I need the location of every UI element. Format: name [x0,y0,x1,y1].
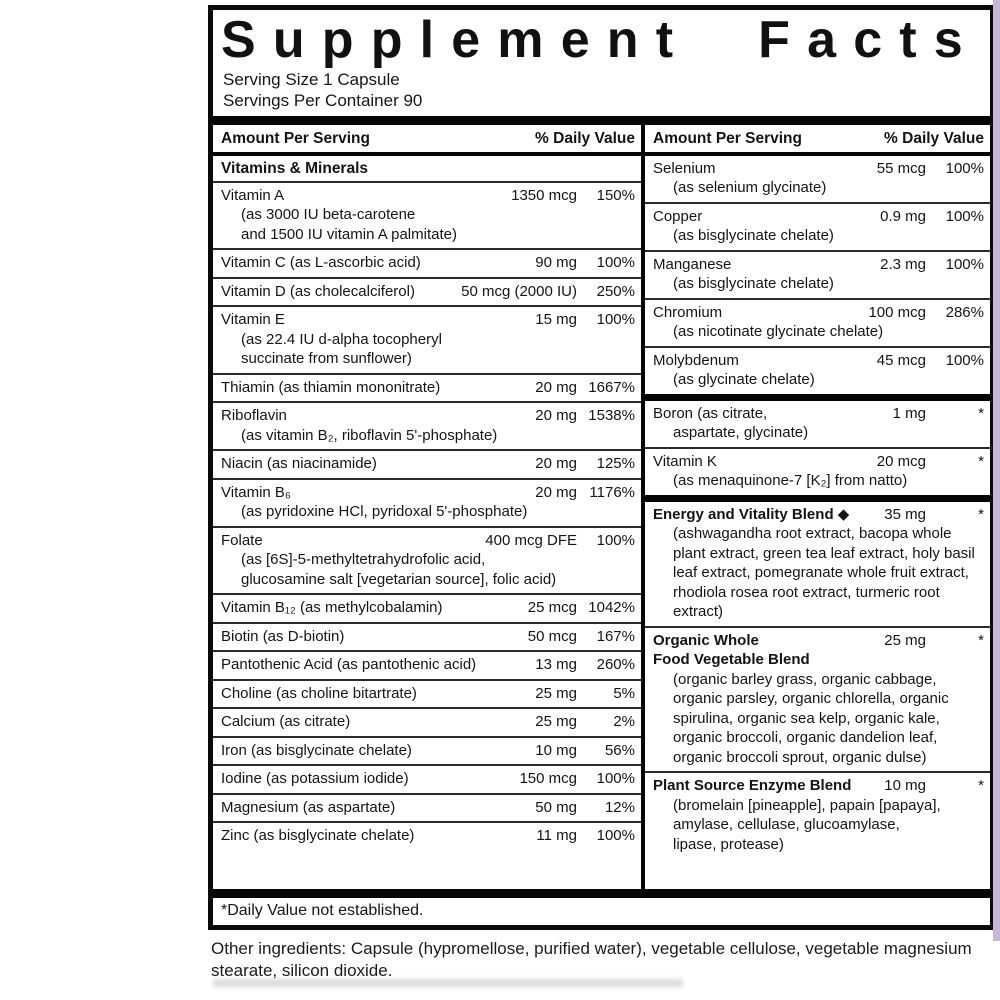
nutrient-source-line: rhodiola rosea root extract, turmeric root [673,583,940,601]
column-header-daily-value: % Daily Value [535,129,635,147]
nutrient-name: Energy and Vitality Blend ◆ [653,505,850,523]
nutrient-daily-value: 125% [596,455,635,473]
nutrient-daily-value: 150% [596,186,635,204]
nutrient-row [645,202,990,250]
footnote-divider-bar [213,889,990,898]
right-column-header [645,125,990,156]
nutrient-daily-value: 100% [945,351,984,369]
nutrient-source-line: (as bisglycinate chelate) [673,275,834,293]
nutrient-daily-value: 100% [596,311,635,329]
nutrient-daily-value: 100% [945,207,984,225]
nutrient-source-line: (ashwagandha root extract, bacopa whole [673,525,952,543]
nutrient-row-main [221,531,635,551]
nutrient-daily-value: 2% [613,713,635,731]
nutrient-source-line: (as selenium glycinate) [673,179,827,197]
nutrient-daily-value: 5% [613,684,635,702]
nutrient-source-line: (as pyridoxine HCl, pyridoxal 5'-phosphate) [241,503,528,521]
nutrient-row [213,526,641,594]
nutrient-row-main [653,207,984,227]
nutrient-amount: 55 mcg [876,159,926,177]
nutrient-row [213,478,641,526]
column-header-amount: Amount Per Serving [653,129,802,147]
nutrient-amount: 45 mcg [876,351,926,369]
nutrient-row [645,394,990,447]
nutrient-row [213,181,641,249]
nutrient-row-main [653,505,984,525]
nutrient-amount: 13 mg [535,656,577,674]
nutrient-daily-value: 260% [596,656,635,674]
nutrient-name: Molybdenum [653,351,739,369]
nutrient-name: Magnesium (as aspartate) [221,798,396,816]
nutrient-source-line: (as 22.4 IU d-alpha tocopheryl [241,330,442,348]
nutrient-row-main [653,631,984,651]
nutrient-daily-value: 12% [604,798,635,816]
nutrient-amount: 50 mg [535,798,577,816]
nutrient-amount: 20 mg [535,483,577,501]
nutrient-amount: 11 mg [536,827,577,845]
nutrient-name: Vitamin C (as L-ascorbic acid) [221,254,421,272]
nutrient-amount: 20 mg [535,407,577,425]
nutrient-row-main [221,712,635,732]
header-divider-bar [213,116,990,125]
nutrient-name: Iron (as bisglycinate chelate) [221,741,412,759]
label-title: Supplement Facts [221,11,980,69]
nutrient-source-line: lipase, protease) [673,835,784,853]
nutrient-source-line: spirulina, organic sea kelp, organic kale, [673,709,940,727]
nutrient-row [213,373,641,402]
nutrient-name: Pantothenic Acid (as pantothenic acid) [221,656,477,674]
nutrient-row-main [221,684,635,704]
nutrient-row [213,821,641,850]
nutrient-row-main [221,454,635,474]
nutrient-source-line: (as vitamin B₂, riboflavin 5'-phosphate) [241,426,498,444]
nutrient-row [645,771,990,858]
nutrient-row-main [221,378,635,398]
nutrient-source-line: organic broccoli sprout, organic dulse) [673,748,927,766]
nutrient-daily-value: 100% [596,827,635,845]
nutrient-name: Biotin (as D-biotin) [221,627,345,645]
nutrient-amount: 50 mcg [527,627,577,645]
nutrient-row [213,679,641,708]
nutrient-row-main [221,598,635,618]
nutrient-daily-value: 250% [596,282,635,300]
nutrient-row [645,495,990,626]
nutrient-source-line: glucosamine salt [vegetarian source], folic acid) [241,570,557,588]
nutrient-row-main [653,452,984,472]
nutrient-daily-value: * [978,404,984,422]
left-column-rows [213,156,641,889]
serving-size-line: Serving Size 1 Capsule [223,70,400,90]
nutrient-daily-value: 1176% [589,483,635,501]
nutrient-row [645,346,990,394]
nutrient-name: Vitamin A [221,186,285,204]
nutrient-row [213,449,641,478]
nutrient-name: Calcium (as citrate) [221,713,351,731]
nutrient-source-line: (as glycinate chelate) [673,371,815,389]
nutrient-amount: 2.3 mg [880,255,926,273]
right-nutrient-column [641,125,990,889]
faint-cropped-text-line [213,979,683,987]
nutrient-source-line: (as [6S]-5-methyltetrahydrofolic acid, [241,551,486,569]
nutrient-daily-value: * [978,505,984,523]
nutrient-amount: 0.9 mg [880,207,926,225]
nutrient-row [213,248,641,277]
supplement-facts-label [208,5,993,930]
nutrient-source-line: (as 3000 IU beta-carotene [241,206,416,224]
nutrient-amount: 10 mg [884,777,926,795]
nutrient-name: Copper [653,207,703,225]
nutrient-row-main [653,159,984,179]
right-column-rows [645,156,990,889]
nutrient-amount: 1350 mcg [511,186,577,204]
nutrient-daily-value: 100% [596,770,635,788]
nutrient-daily-value: 1042% [588,599,635,617]
nutrient-name: Vitamin B₆ [221,483,291,501]
nutrient-row-main [653,255,984,275]
nutrient-row [213,401,641,449]
nutrient-source-line: (as nicotinate glycinate chelate) [673,323,884,341]
nutrient-daily-value: 167% [596,627,635,645]
nutrient-row-main [221,627,635,647]
nutrient-row [213,650,641,679]
label-edge-strip [993,0,1000,941]
nutrient-daily-value: 1667% [588,378,635,396]
left-column-header [213,125,641,156]
other-ingredients-text: Other ingredients: Capsule (hypromellose, purified water), vegetable cellulose, vegetable magnesium stearate, silicon dioxide. [211,939,972,981]
nutrient-name: Iodine (as potassium iodide) [221,770,409,788]
nutrient-amount: 10 mg [535,741,577,759]
nutrient-row-main [221,253,635,273]
section-header-vitamins-minerals: Vitamins & Minerals [221,159,369,177]
nutrient-amount: 20 mg [535,455,577,473]
nutrient-amount: 150 mcg [519,770,577,788]
nutrient-row-main [221,282,635,302]
nutrient-source-line: (bromelain [pineapple], papain [papaya], [673,796,941,814]
nutrient-name: Selenium [653,159,716,177]
nutrient-source-line: amylase, cellulase, glucoamylase, [673,816,900,834]
nutrient-amount: 25 mg [535,684,577,702]
nutrient-amount: 1 mg [892,404,926,422]
nutrient-source-line: organic parsley, organic chlorella, organic [673,690,949,708]
nutrient-name: Chromium [653,303,723,321]
nutrient-daily-value: 100% [596,531,635,549]
nutrient-row-main [221,769,635,789]
nutrient-source-line: (as bisglycinate chelate) [673,227,834,245]
nutrient-source-line: extract) [673,603,724,621]
nutrient-name: Folate [221,531,263,549]
nutrient-row-main [221,406,635,426]
nutrient-name: Vitamin B₁₂ (as methylcobalamin) [221,599,443,617]
nutrient-row [213,707,641,736]
nutrient-row [213,593,641,622]
nutrient-daily-value: * [978,777,984,795]
nutrient-source-line: (organic barley grass, organic cabbage, [673,670,937,688]
nutrient-source-line: plant extract, green tea leaf extract, holy basil [673,544,975,562]
nutrient-daily-value: 100% [596,254,635,272]
column-header-daily-value: % Daily Value [884,129,984,147]
nutrient-name: Plant Source Enzyme Blend [653,777,852,795]
nutrient-row [213,622,641,651]
nutrient-row-main [221,826,635,846]
nutrient-name: Boron (as citrate, [653,404,768,422]
nutrient-name: Thiamin (as thiamin mononitrate) [221,378,441,396]
nutrient-row-main [221,798,635,818]
nutrient-row [213,305,641,373]
nutrient-columns [213,125,990,889]
nutrient-source-line: leaf extract, pomegranate whole fruit extract, [673,564,969,582]
nutrient-row-main [221,655,635,675]
nutrient-row-main [221,741,635,761]
nutrient-daily-value: 286% [945,303,984,321]
nutrient-amount: 20 mcg [876,452,926,470]
daily-value-footnote: *Daily Value not established. [221,902,424,919]
nutrient-name: Vitamin D (as cholecalciferol) [221,282,415,300]
nutrient-source-line: aspartate, glycinate) [673,424,809,442]
nutrient-name: Vitamin K [653,452,717,470]
nutrient-source-line: and 1500 IU vitamin A palmitate) [241,225,457,243]
nutrient-amount: 15 mg [535,311,577,329]
nutrient-daily-value: * [978,631,984,649]
nutrient-row-main [653,776,984,796]
nutrient-amount: 25 mcg [527,599,577,617]
nutrient-source-line: (as menaquinone-7 [K₂] from natto) [673,472,908,490]
nutrient-name: Organic Whole [653,631,759,649]
nutrient-daily-value: 100% [945,159,984,177]
nutrient-row [645,626,990,772]
nutrient-daily-value: 100% [945,255,984,273]
nutrient-amount: 25 mg [535,713,577,731]
serving-info [213,68,990,111]
nutrient-name: Zinc (as bisglycinate chelate) [221,827,415,845]
nutrient-daily-value: 56% [604,741,635,759]
nutrient-row [645,250,990,298]
nutrient-daily-value: * [978,452,984,470]
nutrient-name: Manganese [653,255,732,273]
nutrient-row [213,764,641,793]
nutrient-row [213,736,641,765]
nutrient-daily-value: 1538% [588,407,635,425]
nutrient-row [645,447,990,495]
left-nutrient-column [213,125,641,889]
nutrient-amount: 20 mg [535,378,577,396]
nutrient-row-main [221,310,635,330]
nutrient-amount: 25 mg [884,631,926,649]
nutrient-amount: 400 mcg DFE [485,531,577,549]
nutrient-amount: 35 mg [884,505,926,523]
nutrient-row-main [653,303,984,323]
nutrient-source-line: organic broccoli, organic dandelion leaf, [673,729,938,747]
nutrient-name: Riboflavin [221,407,287,425]
nutrient-amount: 50 mcg (2000 IU) [461,282,577,300]
nutrient-row-main [221,186,635,206]
nutrient-row-main [653,404,984,424]
nutrient-name-line2: Food Vegetable Blend [653,651,810,669]
column-header-amount: Amount Per Serving [221,129,370,147]
nutrient-row [645,298,990,346]
nutrient-amount: 100 mcg [868,303,926,321]
nutrient-row-main [653,351,984,371]
nutrient-source-line: succinate from sunflower) [241,350,412,368]
nutrient-row [213,793,641,822]
servings-per-container-line: Servings Per Container 90 [223,90,423,110]
nutrient-name: Vitamin E [221,311,285,329]
nutrient-row [645,156,990,202]
nutrient-row [213,277,641,306]
nutrient-row-main [221,483,635,503]
nutrient-amount: 90 mg [535,254,577,272]
nutrient-name: Choline (as choline bitartrate) [221,684,417,702]
nutrient-name: Niacin (as niacinamide) [221,455,377,473]
